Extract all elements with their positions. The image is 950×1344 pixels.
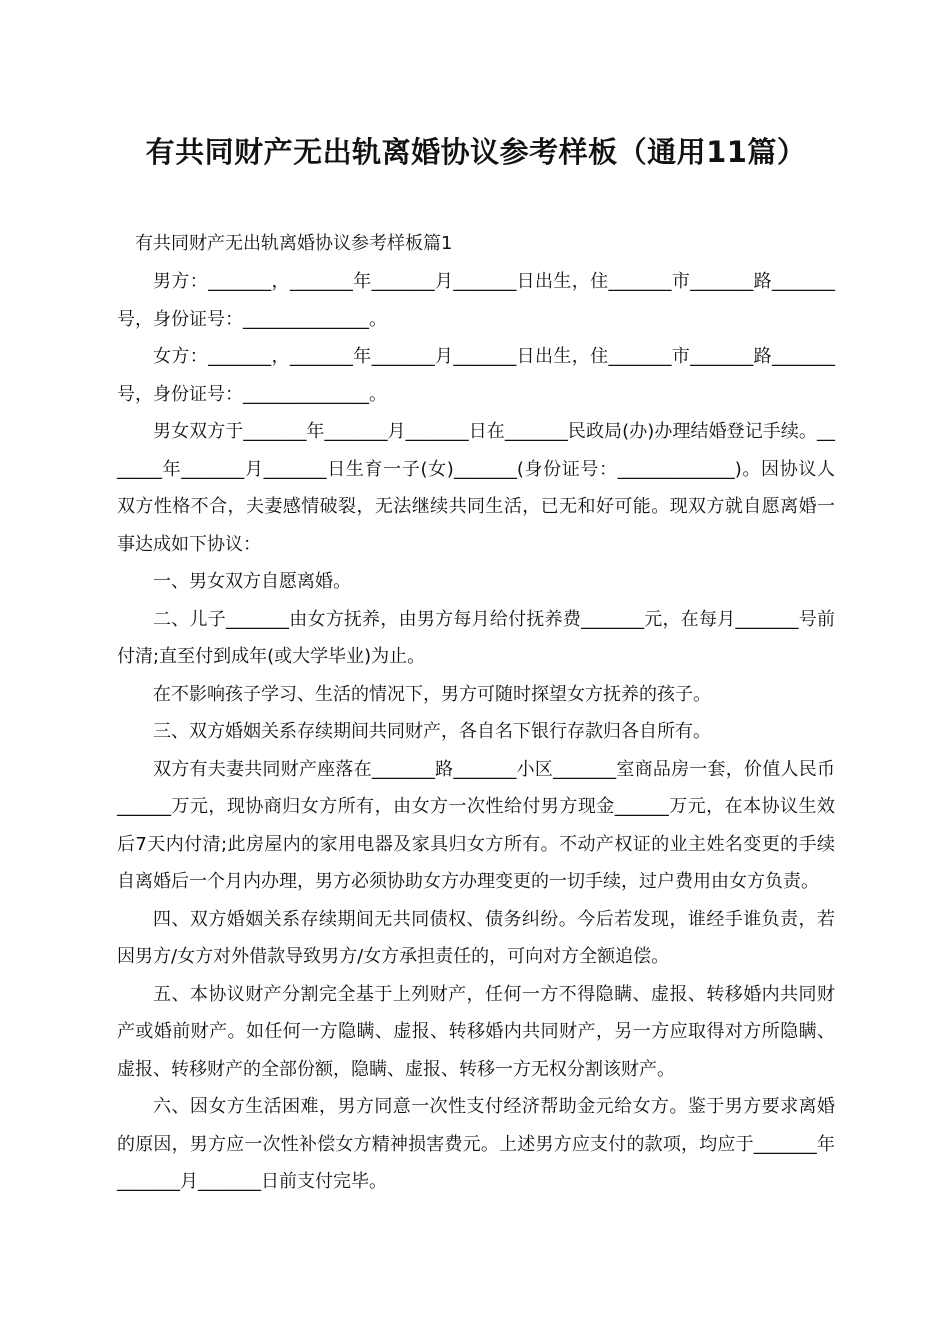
section-heading: 有共同财产无出轨离婚协议参考样板篇1: [135, 233, 453, 254]
paragraph-wife-info: 女方：_______，_______年_______月_______日出生，住_______市_______路_______号，身份证号：______________。: [117, 346, 835, 405]
paragraph-husband-info: 男方：_______，_______年_______月_______日出生，住_______市_______路_______号，身份证号：______________。: [117, 271, 835, 330]
paragraph-property: 双方有夫妻共同财产座落在_______路_______小区_______室商品房一套，价值人民币______万元，现协商归女方所有，由女方一次性给付男方现金______万元，在本协议生效后7天内付清;此房屋内的家用电器及家具归女方所有。不动产权证的业主姓名变更的手续自离婚后一个月内办理，男方必须协助女方办理变更的一切手续，过户费用由女方负责。: [117, 758, 835, 892]
document-title: 有共同财产无出轨离婚协议参考样板（通用11篇）: [145, 135, 807, 169]
paragraph-visitation: 在不影响孩子学习、生活的情况下，男方可随时探望女方抚养的孩子。: [153, 683, 711, 705]
document-body: [117, 263, 835, 1201]
paragraph-clause-4: 四、双方婚姻关系存续期间无共同债权、债务纠纷。今后若发现，谁经手谁负责，若因男方/女方对外借款导致男方/女方承担责任的，可向对方全额追偿。: [117, 908, 835, 967]
paragraph-marriage-info: 男女双方于_______年_______月_______日在_______民政局(办)办理结婚登记手续。_______年_______月_______日生育一子(女)_______(身份证号：_____________)。因协议人双方性格不合，夫妻感情破裂，无法继续共同生活，已无和好可能。现双方就自愿离婚一事达成如下协议：: [117, 421, 835, 555]
paragraph-clause-2: 二、儿子_______由女方抚养，由男方每月给付抚养费_______元，在每月_______号前付清;直至付到成年(或大学毕业)为止。: [117, 608, 835, 667]
paragraph-clause-1: 一、男女双方自愿离婚。: [153, 571, 351, 592]
paragraph-clause-5: 五、本协议财产分割完全基于上列财产，任何一方不得隐瞒、虚报、转移婚内共同财产或婚前财产。如任何一方隐瞒、虚报、转移婚内共同财产，另一方应取得对方所隐瞒、虚报、转移财产的全部份额，隐瞒、虚报、转移一方无权分割该财产。: [117, 983, 835, 1080]
paragraph-clause-3: 三、双方婚姻关系存续期间共同财产，各自名下银行存款归各自所有。: [153, 721, 711, 742]
paragraph-clause-6: 六、因女方生活困难，男方同意一次性支付经济帮助金元给女方。鉴于男方要求离婚的原因，男方应一次性补偿女方精神损害费元。上述男方应支付的款项，均应于_______年_______月_______日前支付完毕。: [117, 1096, 835, 1192]
